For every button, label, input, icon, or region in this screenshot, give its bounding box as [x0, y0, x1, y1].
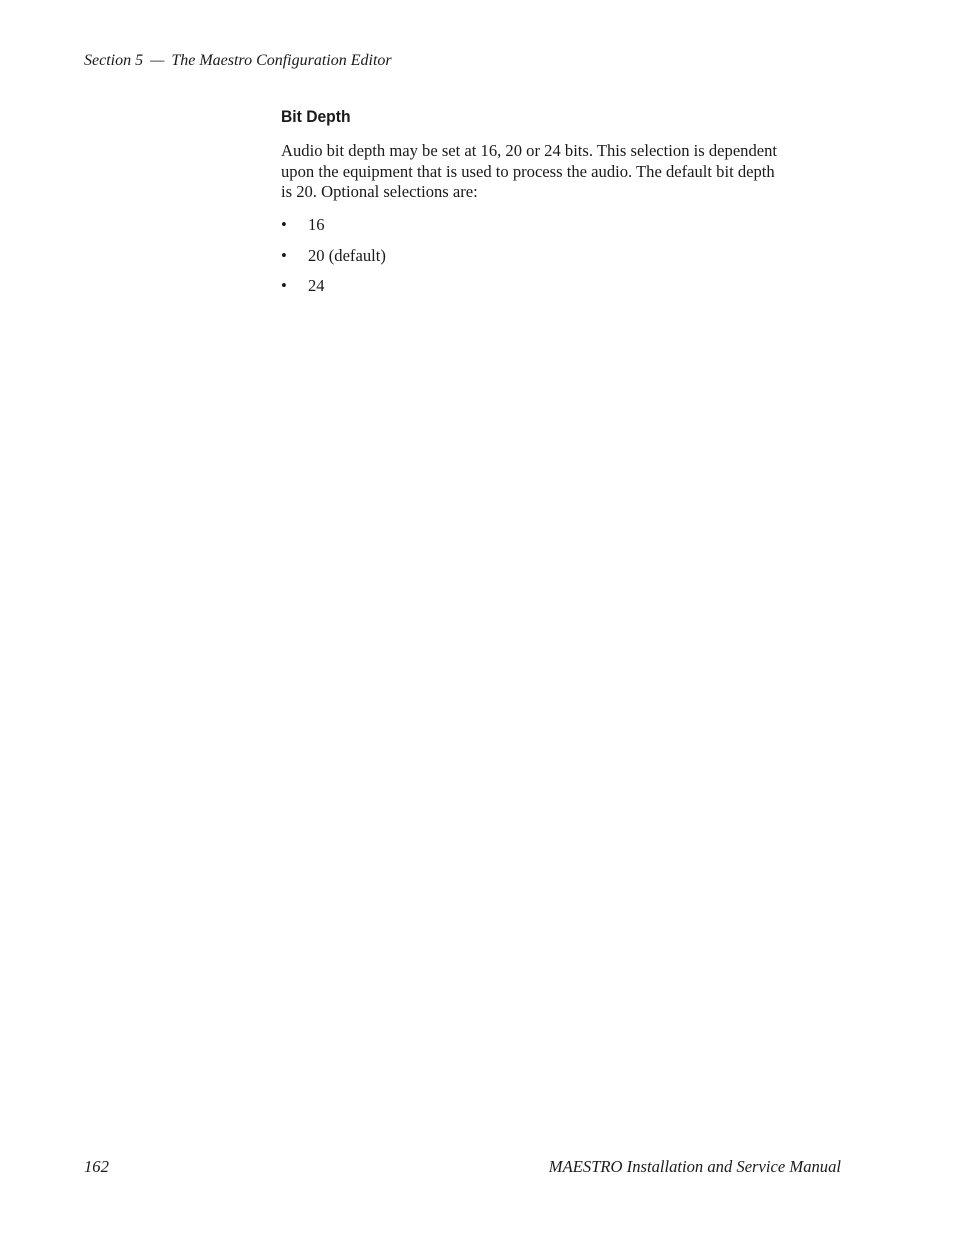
- paragraph-line: is 20. Optional selections are:: [281, 182, 478, 201]
- header-chapter-title: The Maestro Configuration Editor: [171, 52, 392, 69]
- list-item-label: 20 (default): [308, 245, 386, 265]
- footer-manual-title: MAESTRO Installation and Service Manual: [548, 1157, 841, 1176]
- section-heading: Bit Depth: [281, 107, 351, 126]
- bullet-icon: •: [281, 245, 287, 265]
- header-section-label: Section 5: [84, 52, 144, 69]
- running-header: [84, 51, 392, 71]
- header-separator: —: [150, 52, 165, 69]
- page-number: 162: [84, 1157, 109, 1176]
- paragraph-line: upon the equipment that is used to process the audio. The default bit depth: [281, 161, 775, 181]
- bullet-icon: •: [281, 276, 287, 295]
- body-paragraph: [281, 141, 847, 203]
- list-item-label: 16: [308, 215, 325, 234]
- paragraph-line: Audio bit depth may be set at 16, 20 or 24 bits. This selection is dependent: [281, 141, 778, 160]
- bullet-icon: •: [281, 215, 287, 234]
- list-item-label: 24: [308, 276, 325, 295]
